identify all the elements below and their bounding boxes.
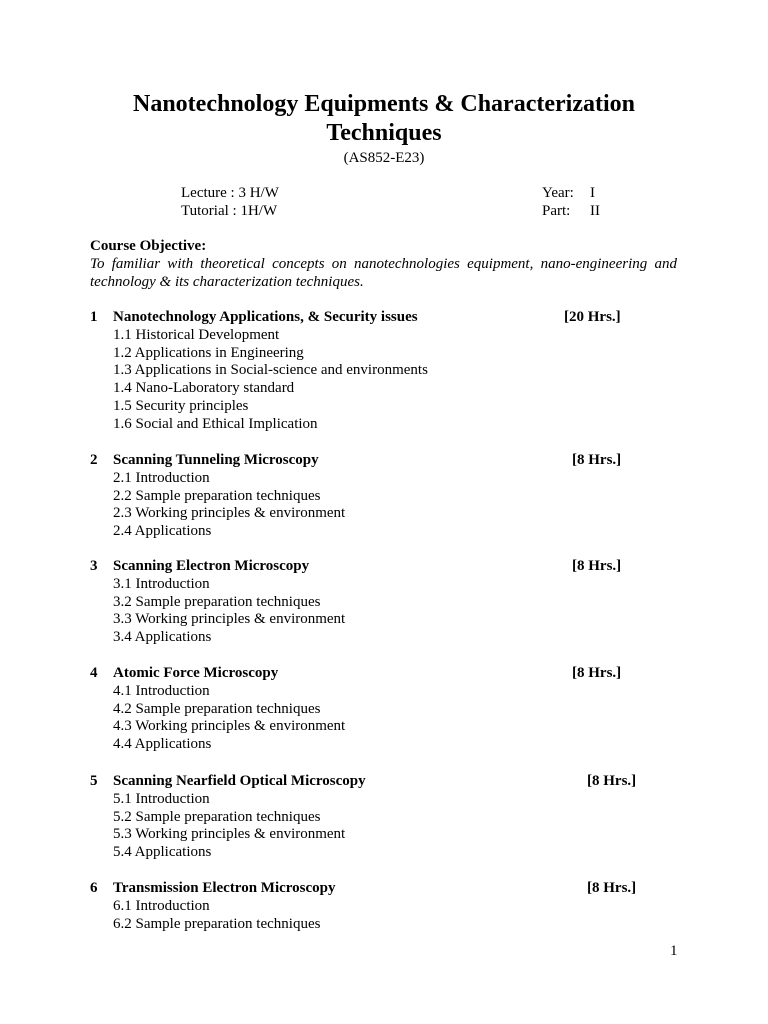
section-number: 4 [90,665,98,681]
section-title: Transmission Electron Microscopy [113,880,336,896]
tutorial-hours: Tutorial : 1H/W [181,203,278,219]
subtopic-item: 5.1 Introduction [113,790,210,807]
subtopic-item: 3.3 Working principles & environment [113,611,346,628]
section-5 [90,773,690,862]
part-label: Part: [542,203,571,219]
section-number: 3 [90,558,98,574]
section-title: Scanning Nearfield Optical Microscopy [113,773,366,789]
section-heading [90,773,690,791]
year-value: I [590,185,595,201]
subtopic-item: 3.1 Introduction [113,575,210,592]
section-title: Atomic Force Microscopy [113,665,279,681]
subtopic-item: 3.2 Sample preparation techniques [113,593,321,610]
subtopic-item: 2.3 Working principles & environment [113,505,346,522]
section-1 [90,309,690,434]
part-value: II [590,203,600,219]
document-title: Nanotechnology Equipments & Characterization Techniques [133,91,635,146]
section-number: 1 [90,309,98,325]
section-heading [90,665,690,683]
subtopic-item: 3.4 Applications [113,629,212,646]
section-6 [90,880,690,933]
section-heading [90,309,690,327]
subtopic-item: 2.4 Applications [113,523,212,540]
subtopic-item: 5.4 Applications [113,844,212,861]
section-hours: [8 Hrs.] [572,452,622,468]
section-hours: [8 Hrs.] [587,773,637,789]
section-title: Nanotechnology Applications, & Security issues [113,309,418,325]
course-code: (AS852-E23) [343,150,425,166]
section-number: 5 [90,773,98,789]
page-number: 1 [670,943,678,959]
subtopic-item: 6.2 Sample preparation techniques [113,915,321,932]
subtopic-item: 1.4 Nano-Laboratory standard [113,380,295,397]
subtopic-item: 2.1 Introduction [113,469,210,486]
section-2 [90,452,690,541]
subtopic-item: 4.4 Applications [113,736,212,753]
subtopic-item: 4.1 Introduction [113,682,210,699]
section-heading [90,452,690,470]
subtopic-item: 1.3 Applications in Social-science and environments [113,362,428,379]
objective-heading: Course Objective: [90,238,207,254]
subtopic-item: 1.5 Security principles [113,397,249,414]
section-number: 6 [90,880,98,896]
lecture-hours: Lecture : 3 H/W [181,185,279,201]
section-hours: [8 Hrs.] [587,880,637,896]
section-hours: [8 Hrs.] [572,558,622,574]
subtopic-item: 6.1 Introduction [113,897,210,914]
section-heading [90,880,690,898]
subtopic-item: 4.2 Sample preparation techniques [113,700,321,717]
year-label: Year: [542,185,574,201]
section-hours: [20 Hrs.] [564,309,621,325]
section-4 [90,665,690,754]
subtopic-item: 4.3 Working principles & environment [113,718,346,735]
section-hours: [8 Hrs.] [572,665,622,681]
section-number: 2 [90,452,98,468]
subtopic-item: 1.2 Applications in Engineering [113,344,304,361]
section-title: Scanning Tunneling Microscopy [113,452,319,468]
subtopic-item: 5.2 Sample preparation techniques [113,808,321,825]
section-3 [90,558,690,647]
objective-text: To familiar with theoretical concepts on nanotechnologies equipment, nano-engineering and technology & its characterization techniques. [90,256,677,290]
subtopic-item: 1.1 Historical Development [113,326,280,343]
section-heading [90,558,690,576]
subtopic-item: 2.2 Sample preparation techniques [113,487,321,504]
section-title: Scanning Electron Microscopy [113,558,310,574]
subtopic-item: 1.6 Social and Ethical Implication [113,415,318,432]
subtopic-item: 5.3 Working principles & environment [113,826,346,843]
